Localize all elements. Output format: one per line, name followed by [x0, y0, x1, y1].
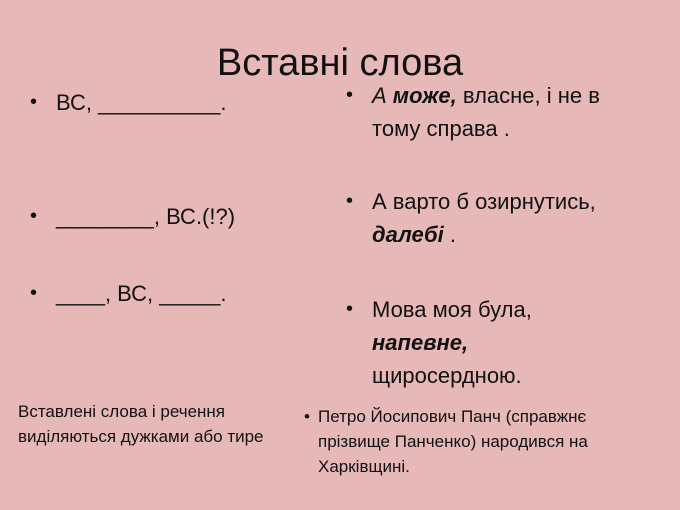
bullet-icon: • — [346, 84, 354, 106]
left-bullet-text: ____, ВС, _____. — [56, 281, 227, 306]
sentence-end: . — [443, 222, 456, 247]
left-bullet-2 — [30, 200, 330, 233]
parenthetical-word: напевне, — [372, 330, 469, 355]
bullet-icon: • — [30, 91, 38, 113]
sentence-start: Мова моя була, — [372, 297, 532, 322]
left-bullet-text: ________, ВС.(!?) — [56, 204, 236, 229]
right-bullet-3 — [346, 293, 606, 392]
bullet-icon: • — [346, 298, 354, 320]
bullet-icon: • — [304, 407, 310, 426]
right-bullet-1 — [346, 79, 646, 145]
bullet-icon: • — [30, 205, 38, 227]
left-bullet-text: ВС, __________. — [56, 90, 227, 115]
sentence-start: А варто б озирнутись, — [372, 189, 596, 214]
parenthetical-word: може, — [392, 83, 457, 108]
example-sentence — [372, 293, 606, 392]
bullet-icon: • — [30, 282, 38, 304]
sentence-end: щиросердною. — [372, 363, 522, 388]
left-bullet-1 — [30, 86, 330, 119]
rule-note: Вставлені слова і речення виділяються дужками або тире — [18, 402, 264, 446]
example-sentence — [372, 185, 646, 251]
sentence-end: власне, і не в тому справа . — [372, 83, 600, 141]
sentence-start: А — [372, 83, 393, 108]
bullet-icon: • — [346, 190, 354, 212]
example-sentence — [372, 79, 646, 145]
biography-note — [304, 404, 660, 479]
parenthetical-word: далебі — [372, 222, 444, 247]
left-bullet-3 — [30, 277, 330, 310]
right-bullet-2 — [346, 185, 646, 251]
slide-title: Вставні слова — [216, 42, 464, 84]
biography-text: Петро Йосипович Панч (справжнє прізвище Панченко) народився на Харківщині. — [318, 407, 588, 476]
